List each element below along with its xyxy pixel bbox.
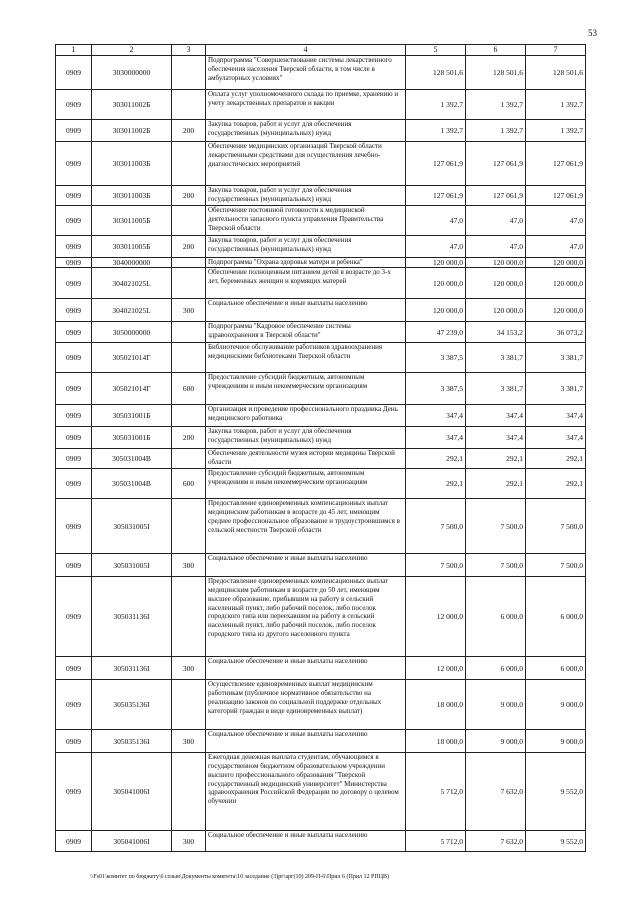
- amount-year-3-cell: 9 552,0: [526, 753, 586, 831]
- section-code-cell: 0909: [56, 427, 92, 449]
- expense-type-cell: 200: [172, 427, 206, 449]
- amount-year-1-cell: 47 239,0: [406, 322, 466, 343]
- expense-type-cell: [172, 577, 206, 657]
- amount-year-1-cell: 292,1: [406, 469, 466, 499]
- amount-year-2-cell: 3 381,7: [466, 343, 526, 373]
- amount-year-2-cell: 127 061,9: [466, 142, 526, 186]
- target-article-cell: 3050000000: [92, 322, 172, 343]
- expense-type-cell: [172, 206, 206, 236]
- table-row: [56, 449, 586, 469]
- amount-year-3-cell: 9 000,0: [526, 680, 586, 730]
- amount-year-3-cell: 1 392,7: [526, 120, 586, 142]
- target-article-cell: 305031004В: [92, 449, 172, 469]
- table-row: [56, 373, 586, 405]
- description-cell: Предоставление единовременных компенсационных выплат медицинским работникам в возрасте до 50 лет, имеющим высшее образование, прибывшим на работу в сельский населенный пункт, либо рабочий поселок, либо поселок городского типа или переехавшим на работу в сельский населенный пункт, либо рабочий поселок, либо поселок городского типа из другого населенного пункта: [206, 577, 406, 657]
- amount-year-1-cell: 18 000,0: [406, 730, 466, 753]
- target-article-cell: 303011003Б: [92, 142, 172, 186]
- target-article-cell: 305031005I: [92, 554, 172, 577]
- target-article-cell: 305031001Б: [92, 427, 172, 449]
- amount-year-1-cell: 5 712,0: [406, 753, 466, 831]
- amount-year-3-cell: 292,1: [526, 449, 586, 469]
- column-header: 5: [406, 45, 466, 56]
- amount-year-2-cell: 1 392,7: [466, 90, 526, 120]
- expense-type-cell: [172, 499, 206, 554]
- target-article-cell: 303011002Б: [92, 120, 172, 142]
- amount-year-3-cell: 47,0: [526, 206, 586, 236]
- amount-year-1-cell: 347,4: [406, 405, 466, 427]
- amount-year-1-cell: 3 387,5: [406, 343, 466, 373]
- target-article-cell: 305041006I: [92, 753, 172, 831]
- description-cell: Осуществление единовременных выплат медицинским работникам (публичное нормативное обязательство на реализацию законов по социальной поддержке отдельных категорий граждан в виде единовременных выплат): [206, 680, 406, 730]
- description-cell: Социальное обеспечение и иные выплаты населению: [206, 730, 406, 753]
- amount-year-3-cell: 128 501,6: [526, 56, 586, 90]
- amount-year-2-cell: 347,4: [466, 427, 526, 449]
- amount-year-1-cell: 7 500,0: [406, 499, 466, 554]
- column-header: 6: [466, 45, 526, 56]
- expense-type-cell: [172, 680, 206, 730]
- amount-year-1-cell: 5 712,0: [406, 831, 466, 852]
- amount-year-3-cell: 3 381,7: [526, 373, 586, 405]
- description-cell: Социальное обеспечение и иные выплаты населению: [206, 657, 406, 680]
- amount-year-1-cell: 120 000,0: [406, 268, 466, 299]
- amount-year-1-cell: 18 000,0: [406, 680, 466, 730]
- table-row: [56, 186, 586, 206]
- amount-year-2-cell: 9 000,0: [466, 680, 526, 730]
- expense-type-cell: 300: [172, 831, 206, 852]
- table-row: [56, 56, 586, 90]
- description-cell: Библиотечное обслуживание работников здравоохранения медицинскими библиотеками Тверской области: [206, 343, 406, 373]
- description-cell: Социальное обеспечение и иные выплаты населению: [206, 299, 406, 322]
- expense-type-cell: 200: [172, 236, 206, 258]
- amount-year-3-cell: 9 000,0: [526, 730, 586, 753]
- section-code-cell: 0909: [56, 680, 92, 730]
- target-article-cell: 303011005Б: [92, 206, 172, 236]
- target-article-cell: 304021025L: [92, 268, 172, 299]
- table-row: [56, 730, 586, 753]
- amount-year-1-cell: 127 061,9: [406, 186, 466, 206]
- section-code-cell: 0909: [56, 322, 92, 343]
- section-code-cell: 0909: [56, 577, 92, 657]
- amount-year-2-cell: 47,0: [466, 236, 526, 258]
- expense-type-cell: [172, 753, 206, 831]
- target-article-cell: 303011003Б: [92, 186, 172, 206]
- description-cell: Подпрограмма "Охрана здоровья матери и ребенка": [206, 258, 406, 268]
- table-row: [56, 120, 586, 142]
- amount-year-3-cell: 1 392,7: [526, 90, 586, 120]
- target-article-cell: 3030000000: [92, 56, 172, 90]
- table-row: [56, 831, 586, 852]
- table-row: [56, 657, 586, 680]
- amount-year-1-cell: 128 501,6: [406, 56, 466, 90]
- description-cell: Обеспечение полноценным питанием детей в возрасте до 3-х лет, беременных женщин и кормящих матерей: [206, 268, 406, 299]
- amount-year-2-cell: 127 061,9: [466, 186, 526, 206]
- section-code-cell: 0909: [56, 554, 92, 577]
- amount-year-2-cell: 3 381,7: [466, 373, 526, 405]
- target-article-cell: 305041006I: [92, 831, 172, 852]
- section-code-cell: 0909: [56, 499, 92, 554]
- section-code-cell: 0909: [56, 56, 92, 90]
- description-cell: Предоставление единовременных компенсационных выплат медицинским работникам в возрасте до 45 лет, имеющим среднее профессиональное образование и трудоустроившимся в сельской местности Тверской области: [206, 499, 406, 554]
- section-code-cell: 0909: [56, 753, 92, 831]
- table-row: [56, 206, 586, 236]
- section-code-cell: 0909: [56, 90, 92, 120]
- expense-type-cell: [172, 322, 206, 343]
- column-header: 2: [92, 45, 172, 56]
- section-code-cell: 0909: [56, 657, 92, 680]
- description-cell: Предоставление субсидий бюджетным, автономным учреждениям и иным некоммерческим организациям: [206, 373, 406, 405]
- amount-year-3-cell: 6 000,0: [526, 657, 586, 680]
- amount-year-3-cell: 120 000,0: [526, 299, 586, 322]
- description-cell: Ежегодная денежная выплата студентам, обучающимся в государственном бюджетном образовательном учреждении высшего профессионального образования "Тверской государственный медицинский университет" Министерства здравоохранения Российской Федерации по договору о целевом обучении: [206, 753, 406, 831]
- amount-year-1-cell: 347,4: [406, 427, 466, 449]
- description-cell: Обеспечение медицинских организаций Тверской области лекарственными средствами для осуществления лечебно-диагностических мероприятий: [206, 142, 406, 186]
- description-cell: Подпрограмма "Кадровое обеспечение системы здравоохранения в Тверской области": [206, 322, 406, 343]
- target-article-cell: 305031136I: [92, 657, 172, 680]
- section-code-cell: 0909: [56, 343, 92, 373]
- amount-year-1-cell: 47,0: [406, 236, 466, 258]
- description-cell: Закупка товаров, работ и услуг для обеспечения государственных (муниципальных) нужд: [206, 120, 406, 142]
- section-code-cell: 0909: [56, 469, 92, 499]
- description-cell: Предоставление субсидий бюджетным, автономным учреждениям и иным некоммерческим организациям: [206, 469, 406, 499]
- section-code-cell: 0909: [56, 236, 92, 258]
- expense-type-cell: 200: [172, 120, 206, 142]
- expense-type-cell: [172, 258, 206, 268]
- description-cell: Организация и проведение профессионального праздника День медицинского работника: [206, 405, 406, 427]
- target-article-cell: 305031001Б: [92, 405, 172, 427]
- amount-year-1-cell: 47,0: [406, 206, 466, 236]
- target-article-cell: 305031004В: [92, 469, 172, 499]
- target-article-cell: 305035136I: [92, 680, 172, 730]
- amount-year-3-cell: 120 000,0: [526, 258, 586, 268]
- table-row: [56, 258, 586, 268]
- expense-type-cell: [172, 56, 206, 90]
- target-article-cell: 303011005Б: [92, 236, 172, 258]
- amount-year-2-cell: 120 000,0: [466, 299, 526, 322]
- budget-table: [55, 44, 586, 852]
- table-row: [56, 343, 586, 373]
- amount-year-1-cell: 1 392,7: [406, 90, 466, 120]
- target-article-cell: 305035136I: [92, 730, 172, 753]
- table-row: [56, 322, 586, 343]
- section-code-cell: 0909: [56, 449, 92, 469]
- target-article-cell: 305031136I: [92, 577, 172, 657]
- expense-type-cell: [172, 449, 206, 469]
- table-row: [56, 680, 586, 730]
- column-header: 1: [56, 45, 92, 56]
- expense-type-cell: [172, 142, 206, 186]
- amount-year-1-cell: 3 387,5: [406, 373, 466, 405]
- description-cell: Закупка товаров, работ и услуг для обеспечения государственных (муниципальных) нужд: [206, 236, 406, 258]
- amount-year-1-cell: 12 000,0: [406, 657, 466, 680]
- table-row: [56, 142, 586, 186]
- amount-year-2-cell: 7 632,0: [466, 831, 526, 852]
- target-article-cell: 305031005I: [92, 499, 172, 554]
- description-cell: Подпрограмма "Совершенствование системы лекарственного обеспечения населения Тверской области, в том числе в амбулаторных условиях": [206, 56, 406, 90]
- amount-year-3-cell: 7 500,0: [526, 554, 586, 577]
- table-row: [56, 90, 586, 120]
- amount-year-2-cell: 7 632,0: [466, 753, 526, 831]
- description-cell: Социальное обеспечение и иные выплаты населению: [206, 554, 406, 577]
- section-code-cell: 0909: [56, 730, 92, 753]
- expense-type-cell: [172, 405, 206, 427]
- section-code-cell: 0909: [56, 831, 92, 852]
- amount-year-2-cell: 7 500,0: [466, 499, 526, 554]
- section-code-cell: 0909: [56, 405, 92, 427]
- section-code-cell: 0909: [56, 142, 92, 186]
- table-row: [56, 753, 586, 831]
- table-row: [56, 469, 586, 499]
- amount-year-1-cell: 1 392,7: [406, 120, 466, 142]
- table-row: [56, 577, 586, 657]
- amount-year-1-cell: 7 500,0: [406, 554, 466, 577]
- table-row: [56, 427, 586, 449]
- description-cell: Обеспечение деятельности музея истории медицины Тверской области: [206, 449, 406, 469]
- column-header: 3: [172, 45, 206, 56]
- amount-year-1-cell: 127 061,9: [406, 142, 466, 186]
- target-article-cell: 303011002Б: [92, 90, 172, 120]
- column-header: 7: [526, 45, 586, 56]
- target-article-cell: 305021014Г: [92, 373, 172, 405]
- section-code-cell: 0909: [56, 186, 92, 206]
- description-cell: Обеспечение постоянной готовности к медицинской деятельности запасного пункта управления Правительства Тверской области: [206, 206, 406, 236]
- table-row: [56, 405, 586, 427]
- amount-year-3-cell: 3 381,7: [526, 343, 586, 373]
- table-header-row: [56, 45, 586, 56]
- expense-type-cell: [172, 90, 206, 120]
- amount-year-3-cell: 9 552,0: [526, 831, 586, 852]
- amount-year-3-cell: 347,4: [526, 427, 586, 449]
- expense-type-cell: 200: [172, 186, 206, 206]
- amount-year-2-cell: 128 501,6: [466, 56, 526, 90]
- amount-year-1-cell: 12 000,0: [406, 577, 466, 657]
- target-article-cell: 305021014Г: [92, 343, 172, 373]
- amount-year-1-cell: 120 000,0: [406, 258, 466, 268]
- section-code-cell: 0909: [56, 373, 92, 405]
- expense-type-cell: 300: [172, 657, 206, 680]
- amount-year-2-cell: 292,1: [466, 469, 526, 499]
- amount-year-3-cell: 127 061,9: [526, 142, 586, 186]
- section-code-cell: 0909: [56, 206, 92, 236]
- expense-type-cell: [172, 268, 206, 299]
- expense-type-cell: 600: [172, 469, 206, 499]
- amount-year-3-cell: 47,0: [526, 236, 586, 258]
- expense-type-cell: 300: [172, 730, 206, 753]
- section-code-cell: 0909: [56, 258, 92, 268]
- amount-year-1-cell: 120 000,0: [406, 299, 466, 322]
- target-article-cell: 3040000000: [92, 258, 172, 268]
- amount-year-1-cell: 292,1: [406, 449, 466, 469]
- amount-year-3-cell: 347,4: [526, 405, 586, 427]
- amount-year-3-cell: 127 061,9: [526, 186, 586, 206]
- expense-type-cell: [172, 343, 206, 373]
- amount-year-2-cell: 120 000,0: [466, 258, 526, 268]
- expense-type-cell: 300: [172, 299, 206, 322]
- description-cell: Оплата услуг уполномоченного склада по приемке, хранению и учету лекарственных препаратов и вакцин: [206, 90, 406, 120]
- amount-year-3-cell: 7 500,0: [526, 499, 586, 554]
- expense-type-cell: 300: [172, 554, 206, 577]
- expense-type-cell: 600: [172, 373, 206, 405]
- target-article-cell: 304021025L: [92, 299, 172, 322]
- amount-year-2-cell: 120 000,0: [466, 268, 526, 299]
- table-row: [56, 299, 586, 322]
- description-cell: Закупка товаров, работ и услуг для обеспечения государственных (муниципальных) нужд: [206, 427, 406, 449]
- amount-year-3-cell: 120 000,0: [526, 268, 586, 299]
- amount-year-2-cell: 47,0: [466, 206, 526, 236]
- amount-year-2-cell: 7 500,0: [466, 554, 526, 577]
- page-number: 53: [588, 28, 597, 38]
- amount-year-2-cell: 9 000,0: [466, 730, 526, 753]
- file-path-footer: \\Fs01\комитет по бюджету\6 созыв\Документы комитета\10 заседание (3)рг\арг(10) 209-П-6\Прил 6 (Прил 12 РПЦВ): [90, 874, 390, 880]
- table-row: [56, 499, 586, 554]
- amount-year-2-cell: 6 000,0: [466, 657, 526, 680]
- amount-year-2-cell: 292,1: [466, 449, 526, 469]
- amount-year-2-cell: 6 000,0: [466, 577, 526, 657]
- table-row: [56, 268, 586, 299]
- amount-year-2-cell: 347,4: [466, 405, 526, 427]
- table-row: [56, 554, 586, 577]
- amount-year-3-cell: 6 000,0: [526, 577, 586, 657]
- description-cell: Закупка товаров, работ и услуг для обеспечения государственных (муниципальных) нужд: [206, 186, 406, 206]
- amount-year-3-cell: 292,1: [526, 469, 586, 499]
- amount-year-2-cell: 34 153,2: [466, 322, 526, 343]
- column-header: 4: [206, 45, 406, 56]
- table-row: [56, 236, 586, 258]
- amount-year-3-cell: 36 073,2: [526, 322, 586, 343]
- description-cell: Социальное обеспечение и иные выплаты населению: [206, 831, 406, 852]
- section-code-cell: 0909: [56, 268, 92, 299]
- amount-year-2-cell: 1 392,7: [466, 120, 526, 142]
- section-code-cell: 0909: [56, 299, 92, 322]
- section-code-cell: 0909: [56, 120, 92, 142]
